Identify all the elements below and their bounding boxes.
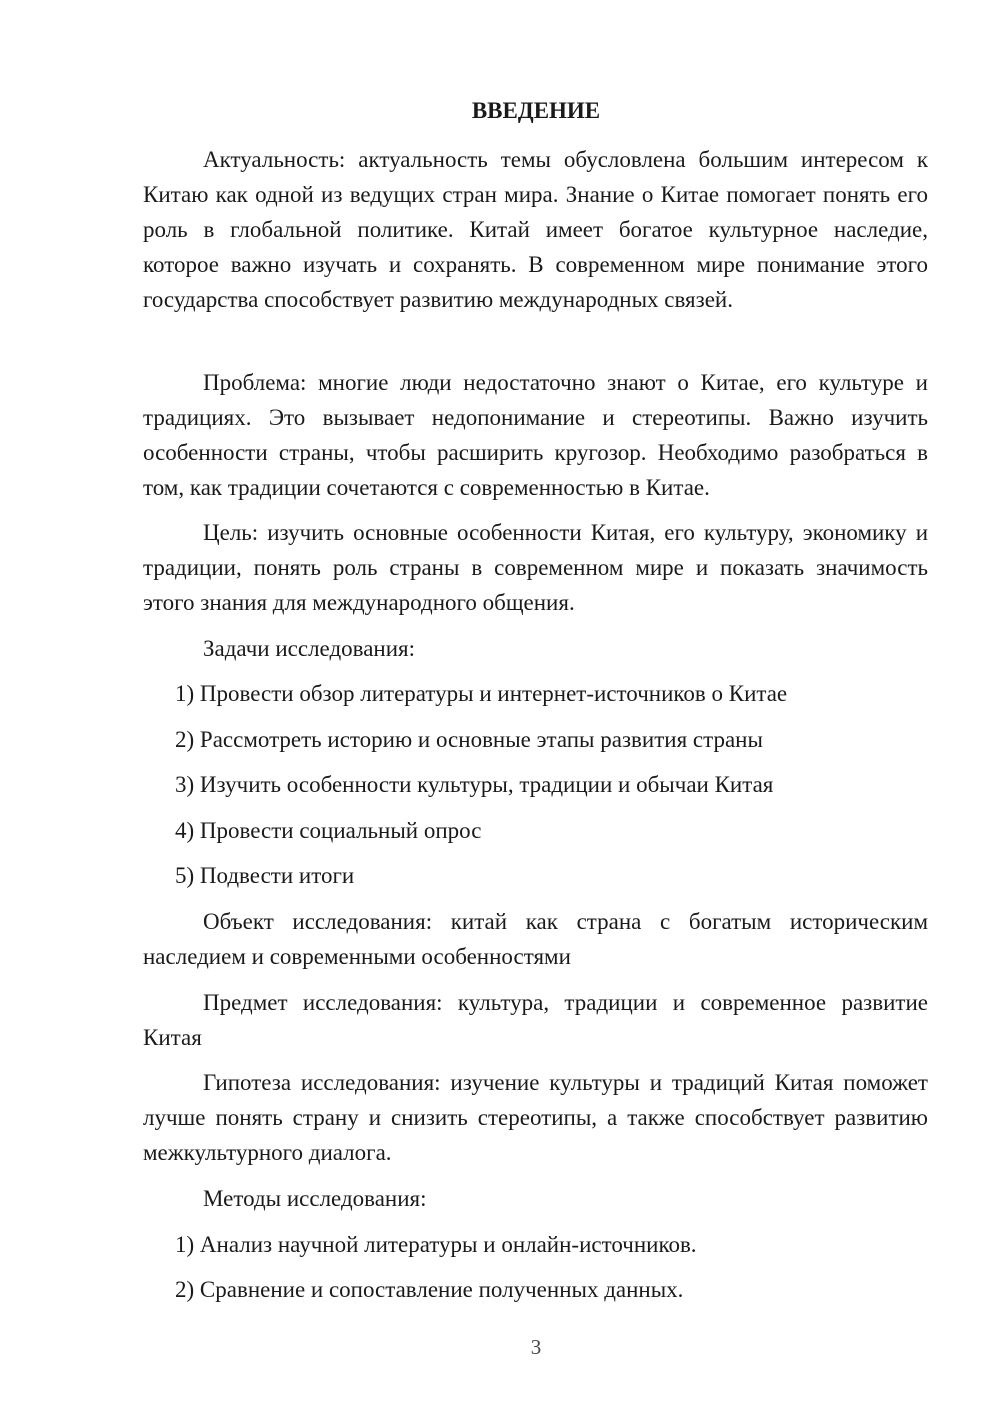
relevance-paragraph: Актуальность: актуальность темы обусловлена большим интересом к Китаю как одной из ведущих стран мира. Знание о Китае помогает понять его роль в глобальной политике. Китай имеет богатое культурное наследие, которое важно изучать и сохранять. В современном мире понимание этого государства способствует развитию международных связей. [143, 147, 928, 312]
problem-paragraph: Проблема: многие люди недостаточно знают о Китае, его культуре и традициях. Это вызывает недопонимание и стереотипы. Важно изучить особенности страны, чтобы расширить кругозор. Необходимо разобраться в том, как традиции сочетаются с современностью в Китае. [143, 370, 928, 500]
method-item: 1) Анализ научной литературы и онлайн-источников. [175, 1232, 697, 1257]
methods-heading: Методы исследования: [203, 1186, 427, 1211]
object-paragraph: Объект исследования: китай как страна с богатым историческим наследием и современными особенностями [143, 909, 928, 969]
page-number: 3 [530, 1335, 542, 1359]
tasks-heading: Задачи исследования: [203, 636, 416, 661]
task-item: 4) Провести социальный опрос [175, 818, 482, 843]
page-title: ВВЕДЕНИЕ [471, 98, 601, 123]
task-item: 3) Изучить особенности культуры, традиции и обычаи Китая [175, 772, 774, 797]
hypothesis-paragraph: Гипотеза исследования: изучение культуры и традиций Китая поможет лучше понять страну и снизить стереотипы, а также способствует развитию межкультурного диалога. [143, 1070, 928, 1165]
goal-paragraph: Цель: изучить основные особенности Китая, его культуру, экономику и традиции, понять роль страны в современном мире и показать значимость этого знания для международного общения. [143, 520, 928, 615]
method-item: 2) Сравнение и сопоставление полученных данных. [175, 1277, 684, 1302]
task-item: 5) Подвести итоги [175, 863, 355, 888]
subject-paragraph: Предмет исследования: культура, традиции и современное развитие Китая [143, 990, 928, 1050]
task-item: 1) Провести обзор литературы и интернет-источников о Китае [175, 681, 788, 706]
task-item: 2) Рассмотреть историю и основные этапы развития страны [175, 727, 763, 752]
